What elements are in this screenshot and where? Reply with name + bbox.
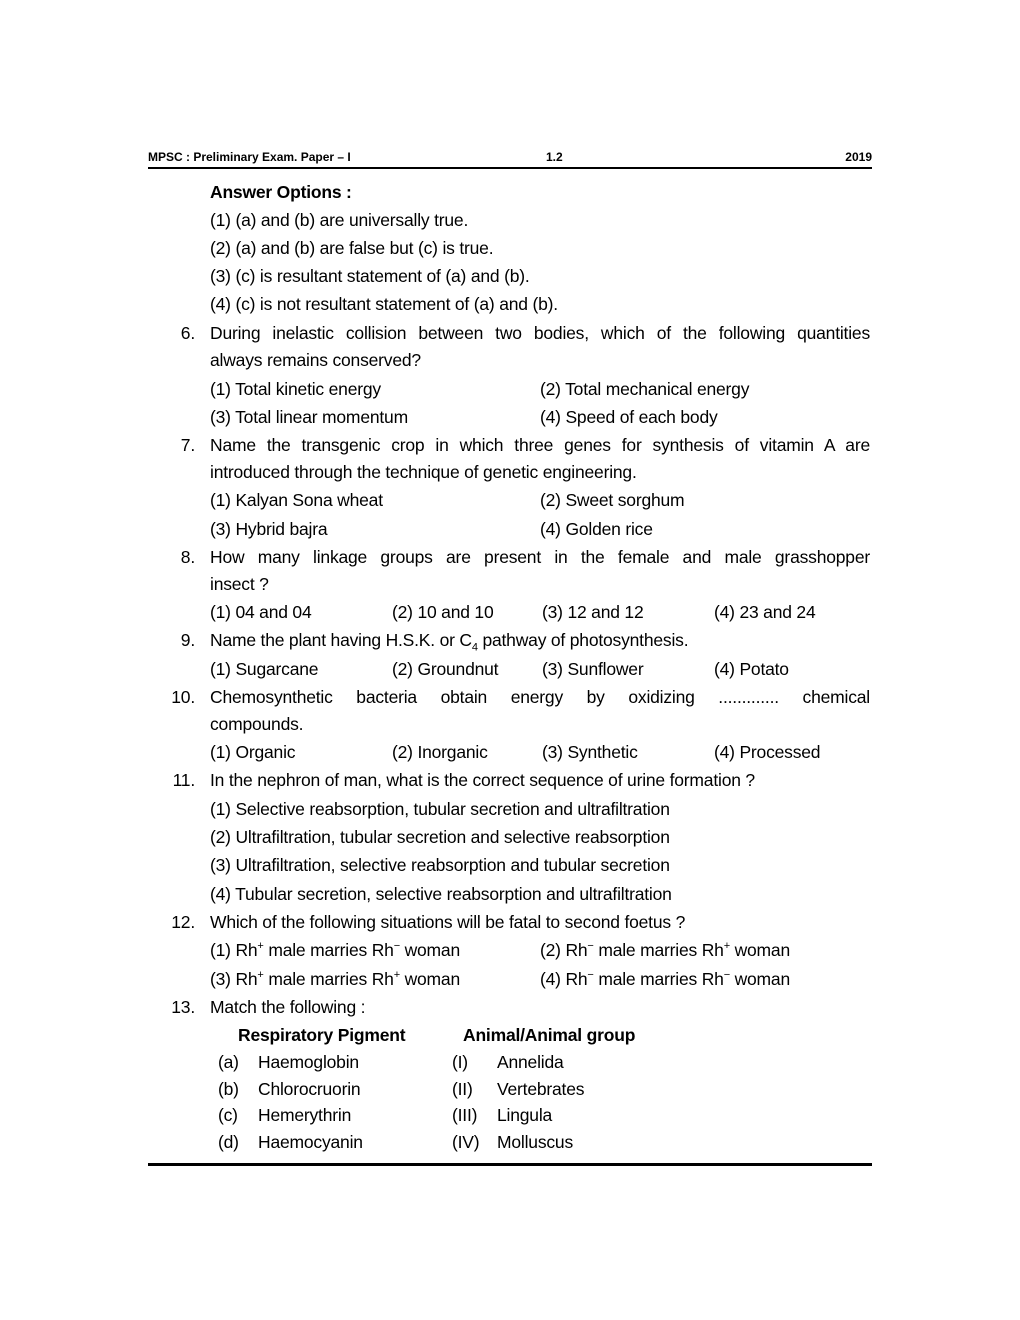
subscript: 4 xyxy=(471,641,478,654)
answer-option: (2) (a) and (b) are false but (c) is true. xyxy=(210,238,494,258)
question-option xyxy=(540,940,790,960)
option-text: woman xyxy=(729,969,790,989)
superscript: − xyxy=(393,940,400,953)
question-text: Which of the following situations will be fatal to second foetus ? xyxy=(210,912,686,932)
superscript: − xyxy=(587,969,594,982)
match-left-label: (a) xyxy=(218,1052,239,1072)
match-left-text: Chlorocruorin xyxy=(258,1079,361,1099)
question-option: (4) Potato xyxy=(714,659,789,679)
option-text: (4) Rh xyxy=(540,969,588,989)
question-text-continued: always remains conserved? xyxy=(210,350,421,370)
question-option: (3) Sunflower xyxy=(542,659,644,679)
question-number: 13. xyxy=(171,997,195,1017)
answer-options-title: Answer Options : xyxy=(210,182,352,202)
question-option xyxy=(210,969,460,989)
answer-option: (3) (c) is resultant statement of (a) and (b). xyxy=(210,266,530,286)
question-text xyxy=(210,630,689,654)
question-number: 9. xyxy=(180,630,195,650)
match-left-text: Haemocyanin xyxy=(258,1132,363,1152)
match-right-label: (IV) xyxy=(452,1132,480,1152)
match-right-label: (II) xyxy=(452,1079,473,1099)
question-option: (4) Golden rice xyxy=(540,519,653,539)
superscript: + xyxy=(723,940,730,953)
question-option: (1) Organic xyxy=(210,742,296,762)
question-option: (1) Selective reabsorption, tubular secretion and ultrafiltration xyxy=(210,799,670,819)
question-option: (4) Speed of each body xyxy=(540,407,718,427)
question-number: 10. xyxy=(171,687,195,707)
superscript: + xyxy=(257,969,264,982)
question-text: During inelastic collision between two bodies, which of the following quantities xyxy=(210,323,870,343)
question-option: (1) Sugarcane xyxy=(210,659,319,679)
answer-option: (1) (a) and (b) are universally true. xyxy=(210,210,469,230)
question-text-part: Name the plant having H.S.K. or C xyxy=(210,630,472,650)
question-number: 6. xyxy=(180,323,195,343)
match-right-text: Lingula xyxy=(497,1105,553,1125)
header-year: 2019 xyxy=(845,150,872,164)
question-text: Chemosynthetic bacteria obtain energy by oxidizing ............. chemical xyxy=(210,687,870,707)
question-option: (2) Total mechanical energy xyxy=(540,379,750,399)
question-option: (4) 23 and 24 xyxy=(714,602,816,622)
match-left-label: (b) xyxy=(218,1079,239,1099)
question-option: (2) Sweet sorghum xyxy=(540,490,685,510)
question-option: (4) Tubular secretion, selective reabsorption and ultrafiltration xyxy=(210,884,672,904)
footer-rule xyxy=(148,1163,872,1166)
question-text-part: pathway of photosynthesis. xyxy=(477,630,689,650)
match-left-text: Hemerythrin xyxy=(258,1105,352,1125)
question-option xyxy=(540,969,790,989)
option-text: woman xyxy=(729,940,790,960)
question-option: (2) 10 and 10 xyxy=(392,602,494,622)
superscript: − xyxy=(723,969,730,982)
question-option: (3) Total linear momentum xyxy=(210,407,408,427)
question-text-continued: compounds. xyxy=(210,714,304,734)
superscript: − xyxy=(587,940,594,953)
question-text: How many linkage groups are present in the female and male grasshopper xyxy=(210,547,870,567)
column-header-left: Respiratory Pigment xyxy=(238,1025,406,1045)
question-option: (4) Processed xyxy=(714,742,821,762)
option-text: (3) Rh xyxy=(210,969,258,989)
match-right-label: (III) xyxy=(452,1105,478,1125)
match-right-text: Annelida xyxy=(497,1052,564,1072)
question-option: (1) Kalyan Sona wheat xyxy=(210,490,383,510)
option-text: male marries Rh xyxy=(263,940,394,960)
question-text: Name the transgenic crop in which three genes for synthesis of vitamin A are xyxy=(210,435,870,455)
question-option: (3) Hybrid bajra xyxy=(210,519,328,539)
option-text: male marries Rh xyxy=(593,940,724,960)
page-header xyxy=(148,150,872,166)
question-option: (2) Ultrafiltration, tubular secretion and selective reabsorption xyxy=(210,827,670,847)
question-number: 11. xyxy=(172,770,195,790)
option-text: woman xyxy=(399,969,460,989)
column-header-right: Animal/Animal group xyxy=(463,1025,636,1045)
option-text: male marries Rh xyxy=(593,969,724,989)
question-number: 8. xyxy=(180,547,195,567)
match-left-label: (c) xyxy=(218,1105,238,1125)
match-left-text: Haemoglobin xyxy=(258,1052,359,1072)
question-text: In the nephron of man, what is the correct sequence of urine formation ? xyxy=(210,770,755,790)
question-text-continued: introduced through the technique of genetic engineering. xyxy=(210,462,637,482)
header-rule xyxy=(148,167,872,169)
question-text: Match the following : xyxy=(210,997,366,1017)
question-option xyxy=(210,940,460,960)
header-exam-title: MPSC : Preliminary Exam. Paper – I xyxy=(148,150,351,164)
question-number: 7. xyxy=(180,435,195,455)
superscript: + xyxy=(393,969,400,982)
question-option: (3) Ultrafiltration, selective reabsorption and tubular secretion xyxy=(210,855,670,875)
question-option: (1) 04 and 04 xyxy=(210,602,312,622)
answer-option: (4) (c) is not resultant statement of (a) and (b). xyxy=(210,294,558,314)
option-text: male marries Rh xyxy=(263,969,394,989)
match-left-label: (d) xyxy=(218,1132,239,1152)
match-right-text: Vertebrates xyxy=(497,1079,585,1099)
option-text: woman xyxy=(399,940,460,960)
question-option: (1) Total kinetic energy xyxy=(210,379,381,399)
match-right-text: Molluscus xyxy=(497,1132,574,1152)
question-number: 12. xyxy=(171,912,195,932)
question-option: (3) Synthetic xyxy=(542,742,638,762)
question-option: (3) 12 and 12 xyxy=(542,602,644,622)
superscript: + xyxy=(257,940,264,953)
option-text: (2) Rh xyxy=(540,940,588,960)
question-text-continued: insect ? xyxy=(210,574,269,594)
question-option: (2) Inorganic xyxy=(392,742,488,762)
match-right-label: (I) xyxy=(452,1052,468,1072)
header-page-number: 1.2 xyxy=(546,150,563,164)
option-text: (1) Rh xyxy=(210,940,258,960)
question-option: (2) Groundnut xyxy=(392,659,499,679)
